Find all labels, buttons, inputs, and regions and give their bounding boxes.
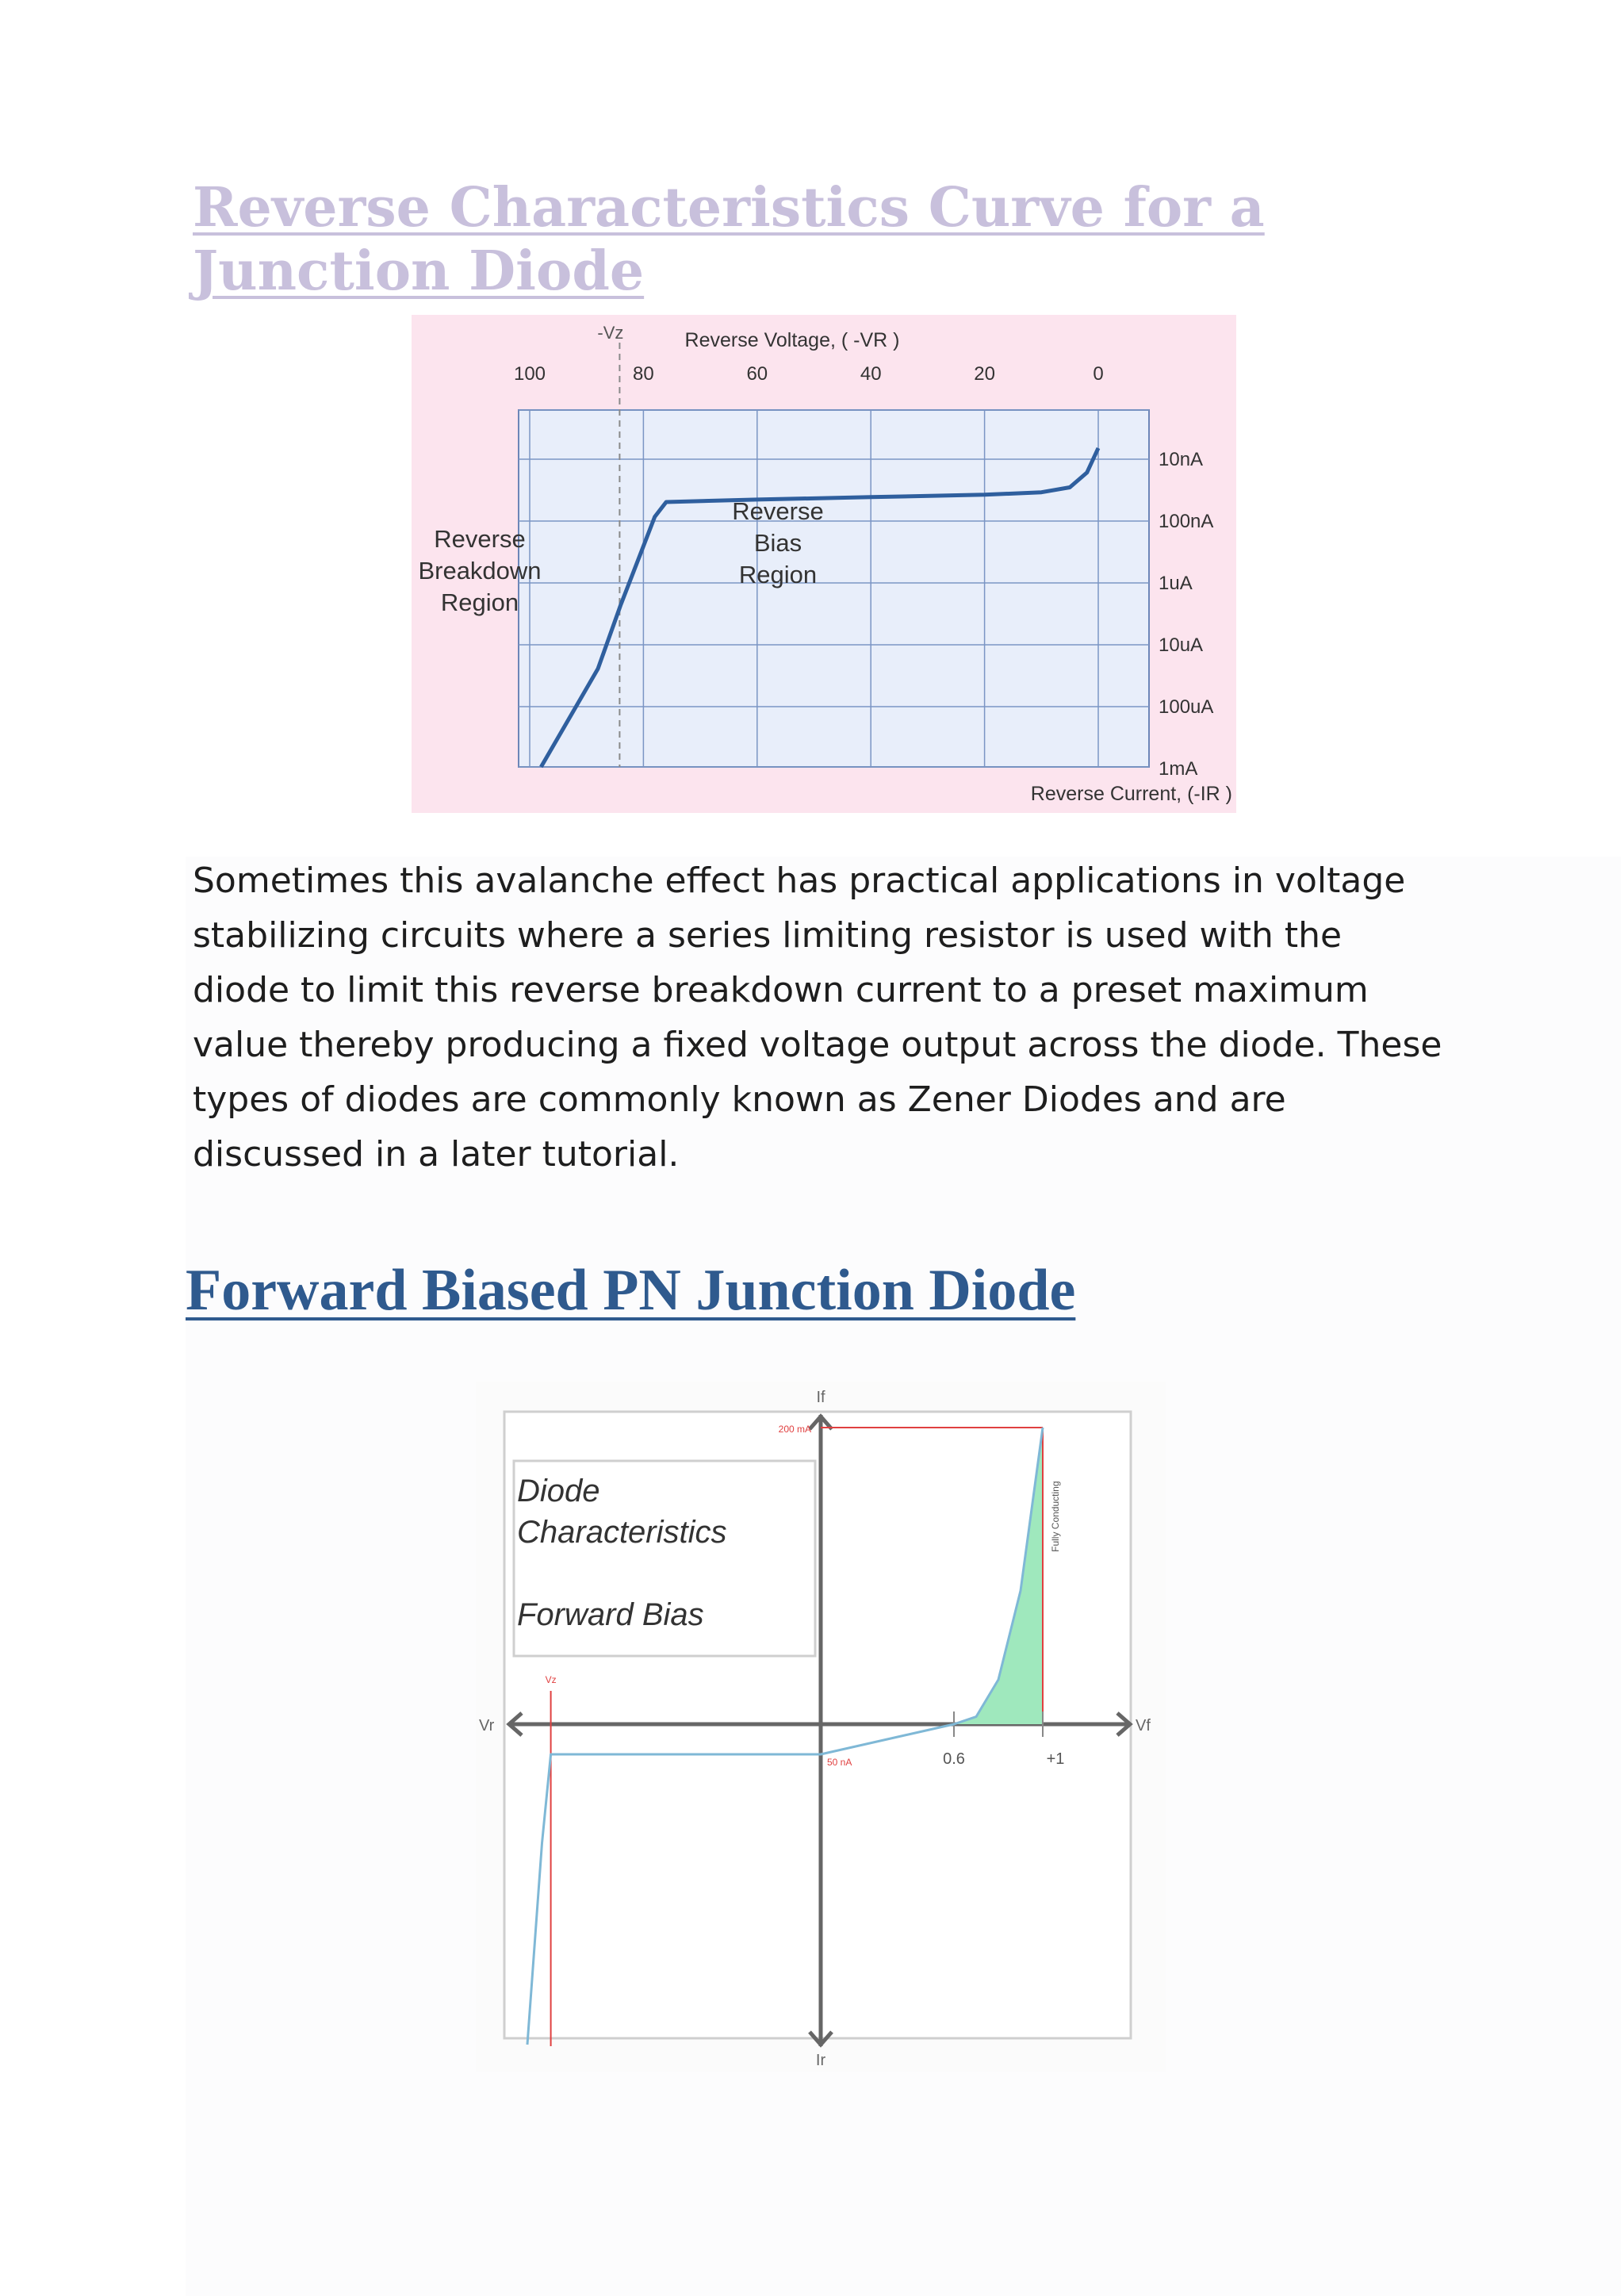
x-tick-label: 0 bbox=[1093, 363, 1104, 385]
reverse-characteristics-chart bbox=[412, 315, 1236, 813]
y-tick-label: 10nA bbox=[1159, 449, 1204, 470]
ir-axis-label: Ir bbox=[815, 2052, 826, 2069]
characteristics-box-text: Forward Bias bbox=[517, 1597, 704, 1632]
y-tick-label: 1uA bbox=[1159, 573, 1193, 594]
x-tick-label: 100 bbox=[513, 363, 546, 385]
avalanche-paragraph: Sometimes this avalanche effect has practical applications in voltage stabilizing circuits where a series limiting resistor is used with the diode to limit this reverse breakdown current to a preset maximum value thereby producing a fixed voltage output across the diode. These types of diodes are commonly known as Zener Diodes and are discussed in a later tutorial. bbox=[193, 861, 1442, 1175]
fully-conducting-label: Fully Conducting bbox=[1050, 1481, 1061, 1552]
x-tick-label: 60 bbox=[746, 363, 768, 385]
x-tick-label: 40 bbox=[860, 363, 882, 385]
x-tick-label: 80 bbox=[633, 363, 654, 385]
vz-label: -Vz bbox=[597, 323, 624, 343]
vr-axis-label: Vr bbox=[479, 1717, 495, 1734]
characteristics-box-text: Diode bbox=[517, 1474, 600, 1508]
breakdown-region-label: Reverse bbox=[434, 525, 526, 553]
vf-axis-label: Vf bbox=[1136, 1717, 1151, 1734]
y-tick-label: 100nA bbox=[1159, 511, 1214, 532]
vz-label: Vz bbox=[545, 1674, 557, 1685]
y-tick-label: 100uA bbox=[1159, 696, 1214, 718]
voltage-0-6-label: 0.6 bbox=[943, 1750, 965, 1768]
bias-region-label: Reverse bbox=[732, 497, 824, 525]
voltage-plus1-label: +1 bbox=[1046, 1750, 1065, 1768]
forward-bias-chart bbox=[476, 1382, 1166, 2072]
bias-region-label: Region bbox=[738, 561, 818, 588]
y-tick-label: 10uA bbox=[1159, 634, 1204, 656]
characteristics-box-text: Characteristics bbox=[517, 1515, 727, 1550]
current-200ma-label: 200 mA bbox=[778, 1424, 811, 1435]
breakdown-region-label: Breakdown bbox=[418, 557, 542, 585]
x-tick-label: 20 bbox=[974, 363, 995, 385]
if-axis-label: If bbox=[816, 1389, 825, 1406]
y-tick-label: 1mA bbox=[1159, 758, 1198, 780]
bias-region-label: Bias bbox=[753, 529, 802, 557]
forward-bias-heading[interactable]: Forward Biased PN Junction Diode bbox=[186, 1258, 1076, 1323]
plot-area bbox=[519, 410, 1149, 767]
y-axis-title: Reverse Current, (-IR ) bbox=[1030, 783, 1232, 805]
x-axis-title: Reverse Voltage, ( -VR ) bbox=[684, 329, 900, 351]
reverse-curve-heading[interactable]: Reverse Characteristics Curve for a Junction Diode bbox=[193, 176, 1265, 303]
breakdown-region-label: Region bbox=[440, 588, 519, 616]
current-50na-label: 50 nA bbox=[827, 1757, 852, 1768]
